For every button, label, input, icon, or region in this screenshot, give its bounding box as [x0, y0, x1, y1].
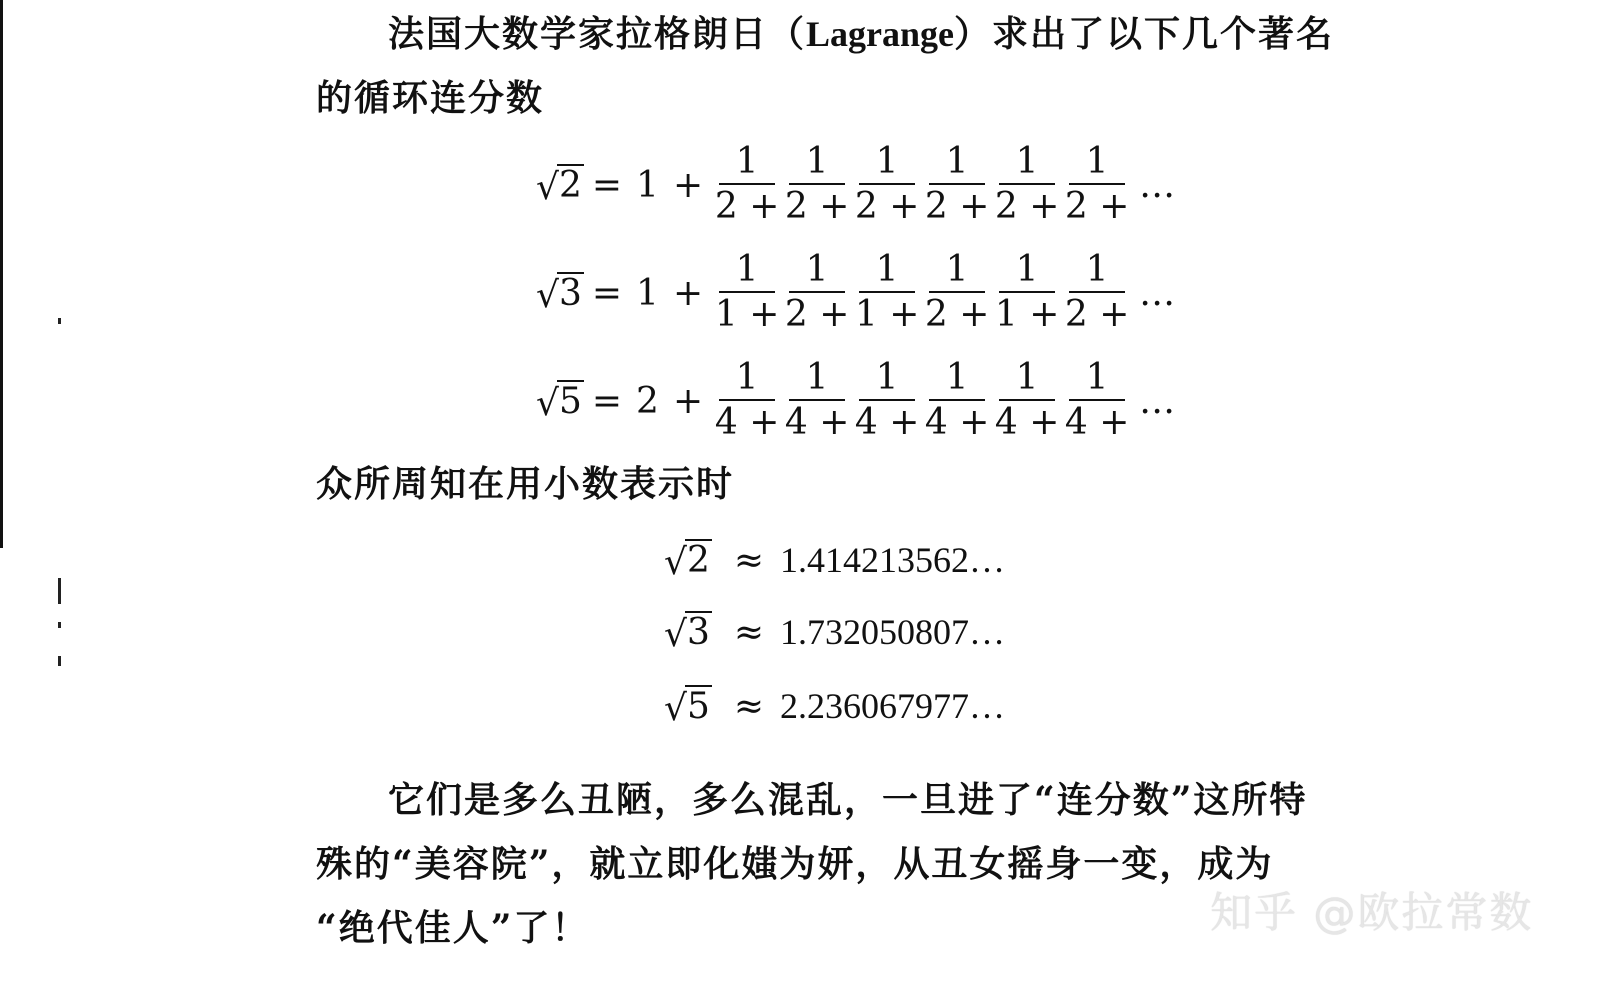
- fraction-term: [924, 357, 990, 445]
- denominator: 2 +: [714, 186, 780, 227]
- numerator: 1: [805, 141, 829, 182]
- intro-text-before: 法国大数学家拉格朗日（: [388, 13, 807, 55]
- fraction-term: [1064, 249, 1130, 337]
- denominator: 2 +: [924, 186, 990, 227]
- numerator: 1: [1015, 249, 1039, 290]
- radicand: 3: [558, 273, 582, 315]
- numerator: 1: [1085, 249, 1109, 290]
- denominator: 4 +: [994, 402, 1060, 443]
- fraction-term: [854, 141, 920, 229]
- sqrt-symbol: √ 2: [536, 165, 582, 208]
- intro-paragraph: [316, 2, 1396, 130]
- radicand: 3: [686, 612, 710, 654]
- plus-sign: +: [672, 380, 704, 422]
- denominator: 2 +: [924, 294, 990, 335]
- fraction-term: [994, 141, 1060, 229]
- continued-fraction-sqrt5: [536, 351, 1175, 451]
- fraction-term: [784, 357, 850, 445]
- numerator: 1: [735, 249, 759, 290]
- numerator: 1: [945, 249, 969, 290]
- denominator: 4 +: [924, 402, 990, 443]
- scan-speck: [58, 656, 61, 666]
- decimal-sqrt3: [664, 602, 1005, 662]
- radicand: 2: [686, 540, 710, 582]
- fraction-term: [1064, 141, 1130, 229]
- numerator: 1: [1085, 141, 1109, 182]
- fraction-term: [1064, 357, 1130, 445]
- denominator: 4 +: [854, 402, 920, 443]
- denominator: 1 +: [714, 294, 780, 335]
- radicand: 2: [558, 165, 582, 207]
- fraction-term: [784, 249, 850, 337]
- integer-part: 1: [636, 164, 659, 206]
- lagrange-name: Lagrange: [806, 14, 955, 54]
- fraction-term: [784, 141, 850, 229]
- numerator: 1: [1015, 357, 1039, 398]
- equals-sign: =: [591, 272, 623, 314]
- page-edge-line: [0, 0, 3, 548]
- decimal-sqrt5: [664, 676, 1005, 736]
- plus-sign: +: [672, 164, 704, 206]
- zhihu-watermark: 知乎 @欧拉常数: [1210, 888, 1534, 937]
- fraction-term: [924, 249, 990, 337]
- decimal-intro-paragraph: [316, 452, 1396, 516]
- decimal-intro-line: 众所周知在用小数表示时: [316, 463, 735, 505]
- denominator: 2 +: [1064, 186, 1130, 227]
- denominator: 1 +: [854, 294, 920, 335]
- fraction-term: [714, 357, 780, 445]
- intro-line-2: 的循环连分数: [316, 77, 545, 119]
- fraction-term: [994, 357, 1060, 445]
- sqrt-symbol: √ 5: [536, 381, 582, 424]
- numerator: 1: [945, 357, 969, 398]
- fraction-term: [714, 141, 780, 229]
- ellipsis: …: [1139, 272, 1176, 314]
- decimal-value: 1.732050807…: [780, 612, 1006, 652]
- equals-sign: =: [591, 380, 623, 422]
- radicand: 5: [558, 381, 582, 423]
- denominator: 2 +: [784, 294, 850, 335]
- closing-line-3: “绝代佳人”了！: [316, 907, 590, 949]
- approx-sign: ≈: [733, 611, 765, 653]
- equals-sign: =: [591, 164, 623, 206]
- fraction-term: [994, 249, 1060, 337]
- continued-fraction-sqrt2: [536, 135, 1175, 235]
- denominator: 4 +: [714, 402, 780, 443]
- decimal-value: 1.414213562…: [780, 540, 1006, 580]
- denominator: 1 +: [994, 294, 1060, 335]
- decimal-sqrt2: [664, 530, 1005, 590]
- numerator: 1: [875, 357, 899, 398]
- sqrt-symbol: √ 3: [664, 612, 710, 655]
- radicand: 5: [686, 686, 710, 728]
- fraction-term: [854, 357, 920, 445]
- fraction-term: [714, 249, 780, 337]
- numerator: 1: [805, 357, 829, 398]
- numerator: 1: [875, 141, 899, 182]
- scan-speck: [58, 622, 61, 628]
- approx-sign: ≈: [733, 539, 765, 581]
- closing-line-2: 殊的“美容院”，就立即化媸为妍，从丑女摇身一变，成为: [316, 843, 1274, 885]
- closing-line-1: 它们是多么丑陋，多么混乱，一旦进了“连分数”这所特: [388, 779, 1308, 821]
- numerator: 1: [875, 249, 899, 290]
- denominator: 2 +: [1064, 294, 1130, 335]
- decimal-value: 2.236067977…: [780, 686, 1006, 726]
- numerator: 1: [945, 141, 969, 182]
- sqrt-symbol: √ 3: [536, 273, 582, 316]
- fraction-term: [854, 249, 920, 337]
- scan-speck: [58, 318, 61, 324]
- integer-part: 2: [636, 380, 659, 422]
- denominator: 4 +: [1064, 402, 1130, 443]
- intro-text-after: ）求出了以下几个著名: [954, 13, 1335, 55]
- numerator: 1: [735, 357, 759, 398]
- ellipsis: …: [1139, 164, 1176, 206]
- intro-line-1: [316, 2, 1396, 66]
- sqrt-symbol: √ 5: [664, 686, 710, 729]
- scan-speck: [58, 578, 61, 604]
- sqrt-symbol: √ 2: [664, 540, 710, 583]
- denominator: 2 +: [994, 186, 1060, 227]
- numerator: 1: [735, 141, 759, 182]
- numerator: 1: [1085, 357, 1109, 398]
- denominator: 2 +: [784, 186, 850, 227]
- integer-part: 1: [636, 272, 659, 314]
- approx-sign: ≈: [733, 685, 765, 727]
- fraction-term: [924, 141, 990, 229]
- denominator: 2 +: [854, 186, 920, 227]
- denominator: 4 +: [784, 402, 850, 443]
- plus-sign: +: [672, 272, 704, 314]
- continued-fraction-sqrt3: [536, 243, 1175, 343]
- ellipsis: …: [1139, 380, 1176, 422]
- numerator: 1: [805, 249, 829, 290]
- numerator: 1: [1015, 141, 1039, 182]
